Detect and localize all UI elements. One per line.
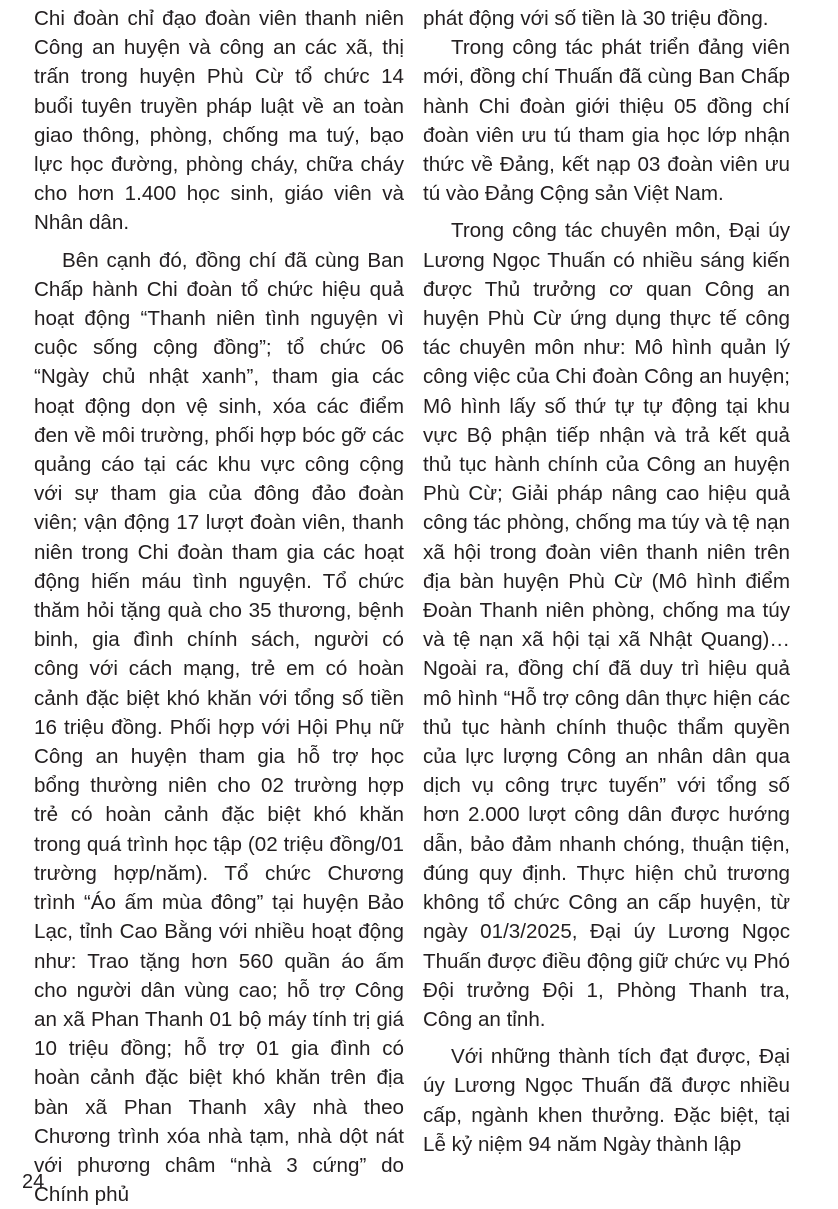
paragraph: Trong công tác chuyên môn, Đại úy Lương Ngọc Thuấn có nhiều sáng kiến được Thủ trưởng cơ quan Công an huyện Phù Cừ ứng dụng thực tế công tác chuyên môn như: Mô hình quản lý công việc của Chi đoàn Công an huyện; Mô hình lấy số thứ tự tự động tại khu vực Bộ phận tiếp nhận và trả kết quả thủ tục hành chính của Công an huyện Phù Cừ; Giải pháp nâng cao hiệu quả công tác phòng, chống ma túy và tệ nạn xã hội trong đoàn viên thanh niên trên địa bàn huyện Phù Cừ (Mô hình điểm Đoàn Thanh niên phòng, chống ma túy và tệ nạn xã hội tại xã Nhật Quang)… Ngoài ra, đồng chí đã duy trì hiệu quả mô hình “Hỗ trợ công dân thực hiện các thủ tục hành chính thuộc thẩm quyền của lực lượng Công an nhân dân qua dịch vụ công trực tuyến” với tổng số hơn 2.000 lượt công dân được hướng dẫn, bảo đảm nhanh chóng, thuận tiện, đúng quy định. Thực hiện chủ trương không tổ chức Công an cấp huyện, từ ngày 01/3/2025, Đại úy Lương Ngọc Thuấn được điều động giữ chức vụ Phó Đội trưởng Đội 1, Phòng Thanh tra, Công an tỉnh. — [423, 219, 790, 1031]
left-column — [34, 4, 404, 1209]
paragraph-continued: Chi đoàn chỉ đạo đoàn viên thanh niên Công an huyện và công an các xã, thị trấn trong huyện Phù Cừ tổ chức 14 buổi tuyên truyền pháp luật về an toàn giao thông, phòng, chống ma tuý, bạo lực học đường, phòng cháy, chữa cháy cho hơn 1.400 học sinh, giáo viên và Nhân dân. — [34, 7, 404, 235]
paragraph: Trong công tác phát triển đảng viên mới, đồng chí Thuấn đã cùng Ban Chấp hành Chi đoàn giới thiệu 05 đồng chí đoàn viên ưu tú tham gia học lớp nhận thức về Đảng, kết nạp 03 đoàn viên ưu tú vào Đảng Cộng sản Việt Nam. — [423, 36, 790, 206]
paragraph: Bên cạnh đó, đồng chí đã cùng Ban Chấp hành Chi đoàn tổ chức hiệu quả hoạt động “Thanh niên tình nguyện vì cuộc sống cộng đồng”; tổ chức 06 “Ngày chủ nhật xanh”, tham gia các hoạt động dọn vệ sinh, xóa các điểm đen về môi trường, phối hợp bóc gỡ các quảng cáo tại các khu vực công cộng với sự tham gia của đông đảo đoàn viên; vận động 17 lượt đoàn viên, thanh niên trong Chi đoàn tham gia các hoạt động hiến máu tình nguyện. Tổ chức thăm hỏi tặng quà cho 35 thương, bệnh binh, gia đình chính sách, người có công với cách mạng, trẻ em có hoàn cảnh đặc biệt khó khăn với tổng số tiền 16 triệu đồng. Phối hợp với Hội Phụ nữ Công an huyện tham gia hỗ trợ học bổng thường niên cho 02 trường hợp trẻ có hoàn cảnh đặc biệt khó khăn trong quá trình học tập (02 triệu đồng/01 trường hợp/năm). Tổ chức Chương trình “Áo ấm mùa đông” tại huyện Bảo Lạc, tỉnh Cao Bằng với nhiều hoạt động như: Trao tặng hơn 560 quần áo ấm cho người dân vùng cao; hỗ trợ Công an xã Phan Thanh 01 bộ máy tính trị giá 10 triệu đồng; hỗ trợ 01 gia đình có hoàn cảnh đặc biệt khó khăn trên địa bàn xã Phan Thanh xây nhà theo Chương trình xóa nhà tạm, nhà dột nát với phương châm “nhà 3 cứng” do Chính phủ — [34, 248, 404, 1207]
paragraph-continued: phát động với số tiền là 30 triệu đồng. — [423, 7, 769, 30]
paragraph: Với những thành tích đạt được, Đại úy Lương Ngọc Thuấn đã được nhiều cấp, ngành khen thưởng. Đặc biệt, tại Lễ kỷ niệm 94 năm Ngày thành lập — [423, 1045, 790, 1156]
page-number: 24 — [22, 1171, 45, 1193]
right-column — [423, 4, 790, 1159]
